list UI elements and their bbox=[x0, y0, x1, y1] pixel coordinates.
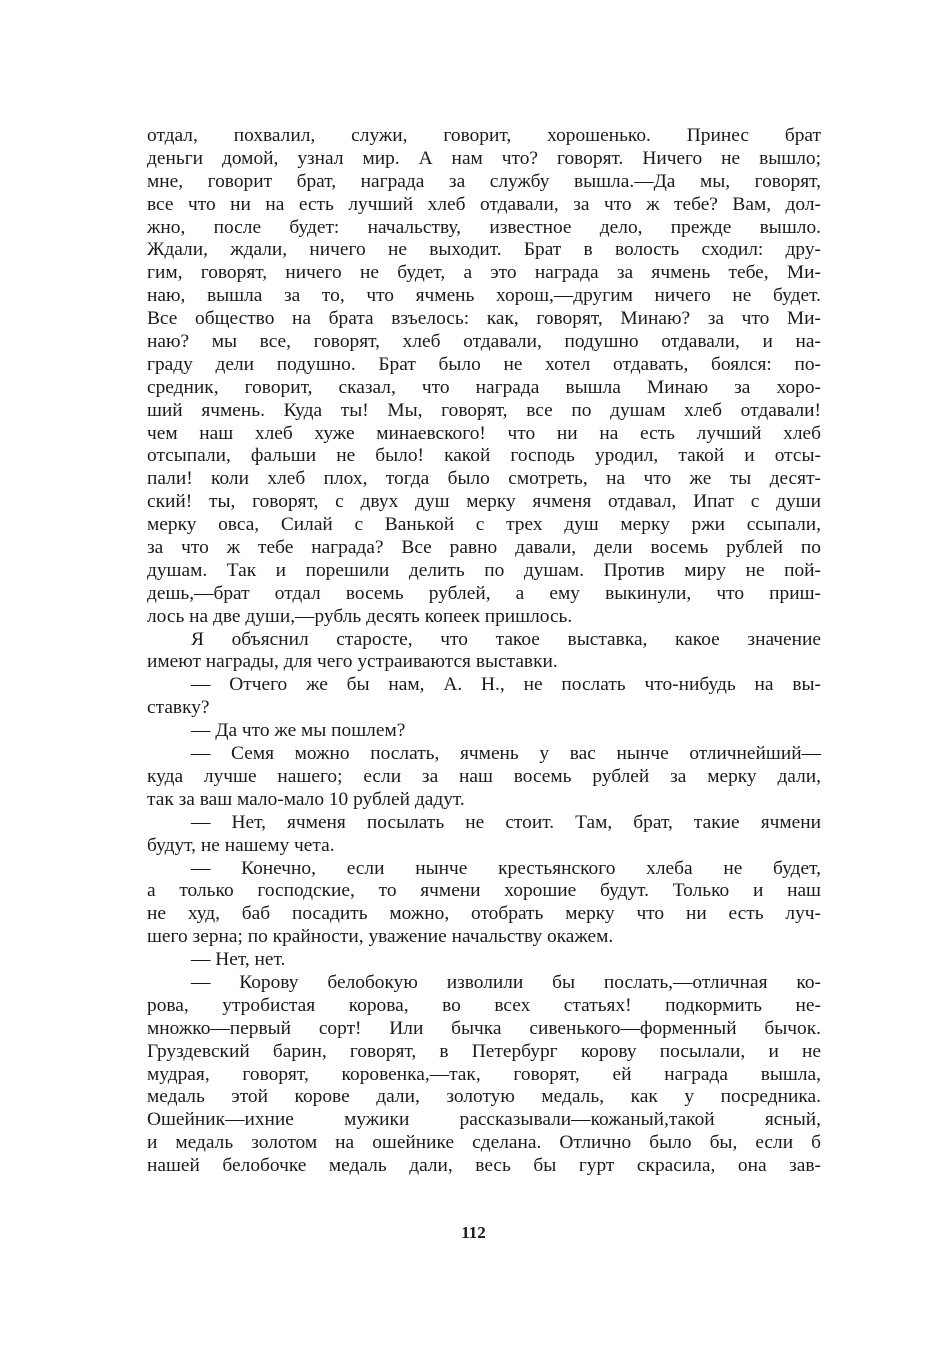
text-line: и медаль золотом на ошейнике сделана. Отлично было бы, если б bbox=[147, 1132, 821, 1154]
text-line: нашей белобочке медаль дали, весь бы гурт скрасила, она зав- bbox=[147, 1155, 821, 1177]
text-line: Ошейник—ихние мужики рассказывали—кожаный,такой ясный, bbox=[147, 1109, 821, 1131]
text-line: наю? мы все, говорят, хлеб отдавали, подушно отдавали, и на- bbox=[147, 331, 821, 353]
page-number: 112 bbox=[461, 1223, 486, 1242]
text-line: мерку овса, Силай с Ванькой с трех душ мерку ржи ссыпали, bbox=[147, 514, 821, 536]
text-line: имеют награды, для чего устраиваются выставки. bbox=[147, 651, 558, 673]
text-line: Я объяснил старосте, что такое выставка, какое значение bbox=[191, 628, 821, 650]
text-line: дешь,—брат отдал восемь рублей, а ему выкинули, что приш- bbox=[147, 582, 821, 604]
text-line: чем наш хлеб хуже минаевского! что ни на есть лучший хлеб bbox=[147, 422, 821, 444]
text-line: куда лучше нашего; если за наш восемь рублей за мерку дали, bbox=[147, 765, 821, 787]
text-line: — Да что же мы пошлем? bbox=[191, 720, 406, 742]
text-line: душам. Так и порешили делить по душам. Против миру не пой- bbox=[147, 559, 821, 581]
text-line: рова, утробистая корова, во всех статьях! подкормить не- bbox=[147, 994, 821, 1016]
text-line: — Нет, нет. bbox=[191, 949, 286, 971]
text-line: средник, говорит, сказал, что награда вышла Минаю за хоро- bbox=[147, 376, 821, 398]
text-line: гим, говорят, ничего не будет, а это награда за ячмень тебе, Ми- bbox=[147, 262, 821, 284]
text-line: Груздевский барин, говорят, в Петербург корову посылали, и не bbox=[147, 1040, 821, 1062]
text-line: так за ваш мало-мало 10 рублей дадут. bbox=[147, 788, 465, 810]
text-line: мне, говорит брат, награда за службу вышла.—Да мы, говорят, bbox=[147, 170, 821, 192]
text-line: граду дели подушно. Брат было не хотел отдавать, боялся: по- bbox=[147, 353, 821, 375]
text-line: наю, вышла за то, что ячмень хорош,—другим ничего не будет. bbox=[147, 285, 821, 307]
text-line: не худ, баб посадить можно, отобрать мерку что ни есть луч- bbox=[147, 903, 821, 925]
text-line: Ждали, ждали, ничего не выходит. Брат в волость сходил: дру- bbox=[147, 239, 821, 261]
text-line: шего зерна; по крайности, уважение начальству окажем. bbox=[147, 926, 614, 948]
text-line: — Нет, ячменя посылать не стоит. Там, брат, такие ячмени bbox=[191, 811, 821, 833]
text-line: ский! ты, говорят, с двух душ мерку ячменя отдавал, Ипат с души bbox=[147, 491, 821, 513]
text-line: все что ни на есть лучший хлеб отдавали, за что ж тебе? Вам, дол- bbox=[147, 193, 821, 215]
text-line: будут, не нашему чета. bbox=[147, 834, 335, 856]
text-line: деньги домой, узнал мир. А нам что? говорят. Ничего не вышло; bbox=[147, 147, 821, 169]
text-line: медаль этой корове дали, золотую медаль, как у посредника. bbox=[147, 1086, 821, 1108]
text-line: множко—первый сорт! Или бычка сивенького—форменный бычок. bbox=[147, 1017, 821, 1039]
text-line: ставку? bbox=[147, 697, 210, 719]
text-line: пали! коли хлеб плох, тогда было смотреть, на что же ты десят- bbox=[147, 468, 821, 490]
body-text bbox=[147, 125, 821, 1178]
text-line: Все общество на брата взъелось: как, говорят, Минаю? за что Ми- bbox=[147, 308, 821, 330]
text-line: за что ж тебе награда? Все равно давали, дели восемь рублей по bbox=[147, 537, 821, 559]
text-line: мудрая, говорят, коровенка,—так, говорят, ей награда вышла, bbox=[147, 1063, 821, 1085]
text-line: лось на две души,—рубль десять копеек пришлось. bbox=[147, 605, 573, 627]
text-line: — Семя можно послать, ячмень у вас нынче отличнейший— bbox=[191, 743, 821, 765]
text-line: а только господские, то ячмени хорошие будут. Только и наш bbox=[147, 880, 821, 902]
text-line: отсыпали, фальши не было! какой господь уродил, такой и отсы- bbox=[147, 445, 821, 467]
text-line: — Отчего же бы нам, А. Н., не послать что-нибудь на вы- bbox=[191, 674, 821, 696]
text-line: жно, после будет: начальству, известное дело, прежде вышло. bbox=[147, 216, 821, 238]
text-line: — Корову белобокую изволили бы послать,—отличная ко- bbox=[191, 971, 821, 993]
text-line: ший ячмень. Куда ты! Мы, говорят, все по душам хлеб отдавали! bbox=[147, 399, 821, 421]
text-line: отдал, похвалил, служи, говорит, хорошенько. Принес брат bbox=[147, 125, 821, 146]
text-line: — Конечно, если нынче крестьянского хлеба не будет, bbox=[191, 857, 821, 879]
